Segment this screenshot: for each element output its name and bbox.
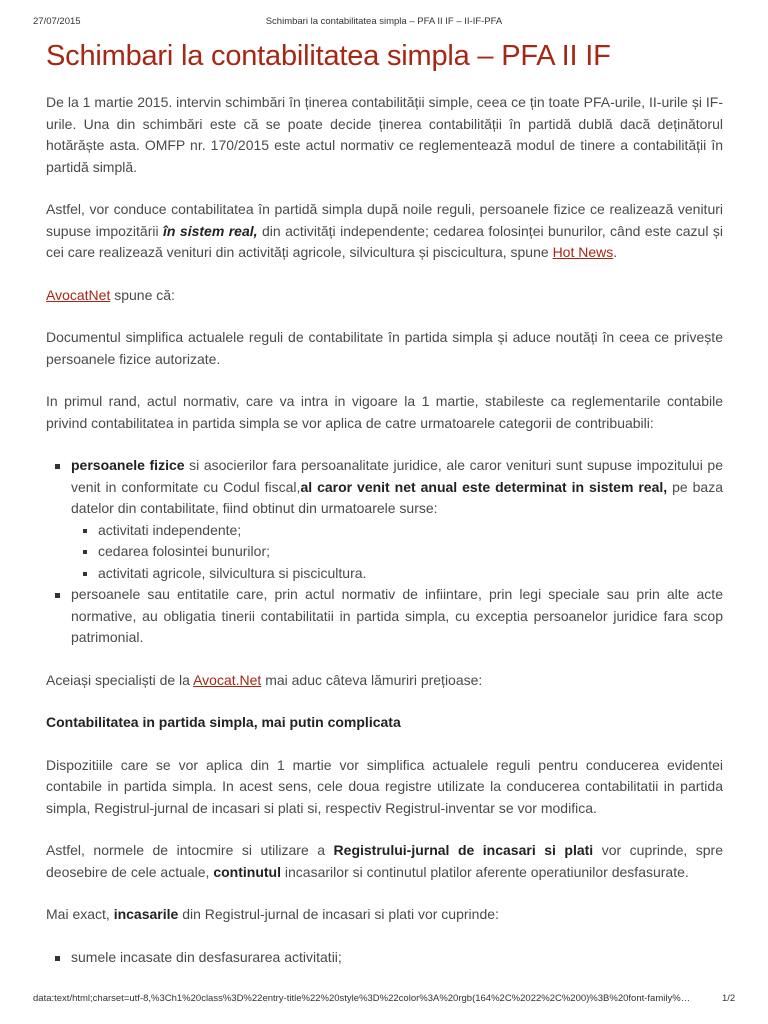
paragraph-mai-exact [46, 904, 723, 926]
text: din Registrul-jurnal de incasari si plati vor cuprinde: [178, 906, 499, 922]
list-item [71, 455, 723, 584]
list-item: persoanele sau entitatile care, prin actul normativ de infiintare, prin legi speciale sau prin alte acte normative, au obligatia tinerii contabilitatii in partida simpla, cu exceptia persoanelor juridice fara scop patrimonial. [71, 584, 723, 649]
incasari-list [46, 947, 723, 969]
avocat-net-link[interactable]: Avocat.Net [193, 671, 262, 688]
paragraph-avocatnet [46, 285, 723, 307]
paragraph-astfel [46, 199, 723, 264]
sublist-item: activitati independente; [98, 520, 723, 542]
contributors-list [46, 455, 723, 649]
bold-text: al caror venit net anual este determinat in sistem real, [300, 478, 668, 495]
emphasis-text: în sistem real, [163, 222, 258, 239]
text: din activități independente; cedarea folosinței bunurilor, când este cazul și cei care realizează venituri din activități agricole, silvicultura și piscicultura, spune [46, 222, 723, 260]
list-item: sumele incasate din desfasurarea activitatii; [71, 947, 723, 969]
print-doc-title: Schimbari la contabilitatea simpla – PFA II IF – II-IF-PFA [265, 16, 503, 27]
paragraph-intro: De la 1 martie 2015. intervin schimbări în ținerea contabilității simple, ceea ce țin toate PFA-urile, II-urile și IF-urile. Una din schimbări este că se poate decide ținerea contabilității în partidă dublă dacă deținătorul hotărăște asta. OMFP nr. 170/2015 este actul normativ ce reglementează modul de tinere a contabilității în partidă simplă. [46, 94, 723, 175]
bold-text: persoanele fizice [71, 457, 185, 473]
paragraph-dispozitiile: Dispozitiile care se vor aplica din 1 martie vor simplifica actualele reguli pentru conducerea evidentei contabile in partida simpla. In acest sens, cele doua registre utilizate la conducerea contabilitatii in partida simpla, Registrul-jurnal de incasari si plati si, respectiv Registrul-inventar se vor modifica. [46, 756, 723, 816]
paragraph-primul-rand: In primul rand, actul normativ, care va intra in vigoare la 1 martie, stabileste ca reglementarile contabile privind contabilitatea in partida simpla se vor aplica de catre urmatoarele categorii de contribuabili: [46, 393, 723, 431]
text: Aceiași specialiști de la [46, 671, 194, 688]
text: Mai exact, [46, 906, 114, 922]
print-header [0, 16, 768, 30]
text: si asocierilor fara persoanalitate juridice, ale caror venituri sunt supuse impozitului pe venit in conformitate cu Codul fiscal, [71, 457, 723, 495]
text: vor cuprinde, spre deosebire de cele actuale, [46, 842, 724, 880]
paragraph-specialisti [46, 670, 723, 692]
text: mai aduc câteva lămuriri prețioase: [261, 671, 483, 688]
paragraph-document: Documentul simplifica actualele reguli de contabilitate în partida simpla și aduce noutăți în ceea ce privește persoanele fizice autorizate. [46, 329, 723, 367]
sublist-item: cedarea folosintei bunurilor; [98, 541, 723, 563]
print-footer [0, 993, 768, 1007]
print-date: 27/07/2015 [33, 16, 81, 27]
bold-text: incasarile [113, 906, 179, 922]
page-number: 1/2 [722, 993, 736, 1004]
text: Astfel, vor conduce contabilitatea în partidă simpla după noile reguli, persoanele fizice ce realizează venituri supuse impozitării [46, 201, 723, 239]
sublist-item: activitati agricole, silvicultura si piscicultura. [98, 563, 723, 585]
hot-news-link[interactable]: Hot News [552, 244, 614, 260]
text: . [613, 244, 618, 260]
print-url: data:text/html;charset=utf-8,%3Ch1%20class%3D%22entry-title%22%20style%3D%22color%3A%20rgb(164%2C%2022%2C%200)%3B%20font-family%… [33, 993, 691, 1004]
avocatnet-link[interactable]: AvocatNet [46, 286, 111, 303]
subheading: Contabilitatea in partida simpla, mai putin complicata [46, 714, 401, 730]
text: incasarilor si continutul platilor aferente operatiunilor desfasurate. [281, 863, 689, 880]
bold-text: Registrului-jurnal de incasari si plati [333, 842, 594, 858]
bold-text: continutul [213, 863, 281, 880]
page-title: Schimbari la contabilitatea simpla – PFA II IF [46, 40, 611, 72]
text: Astfel, normele de intocmire si utilizare a [46, 842, 334, 858]
article-body [46, 92, 723, 989]
text: pe baza datelor din contabilitate, fiind obtinut din urmatoarele surse: [71, 478, 723, 516]
text: spune că: [110, 286, 175, 303]
sources-sublist [71, 520, 723, 585]
paragraph-normele [46, 840, 723, 883]
